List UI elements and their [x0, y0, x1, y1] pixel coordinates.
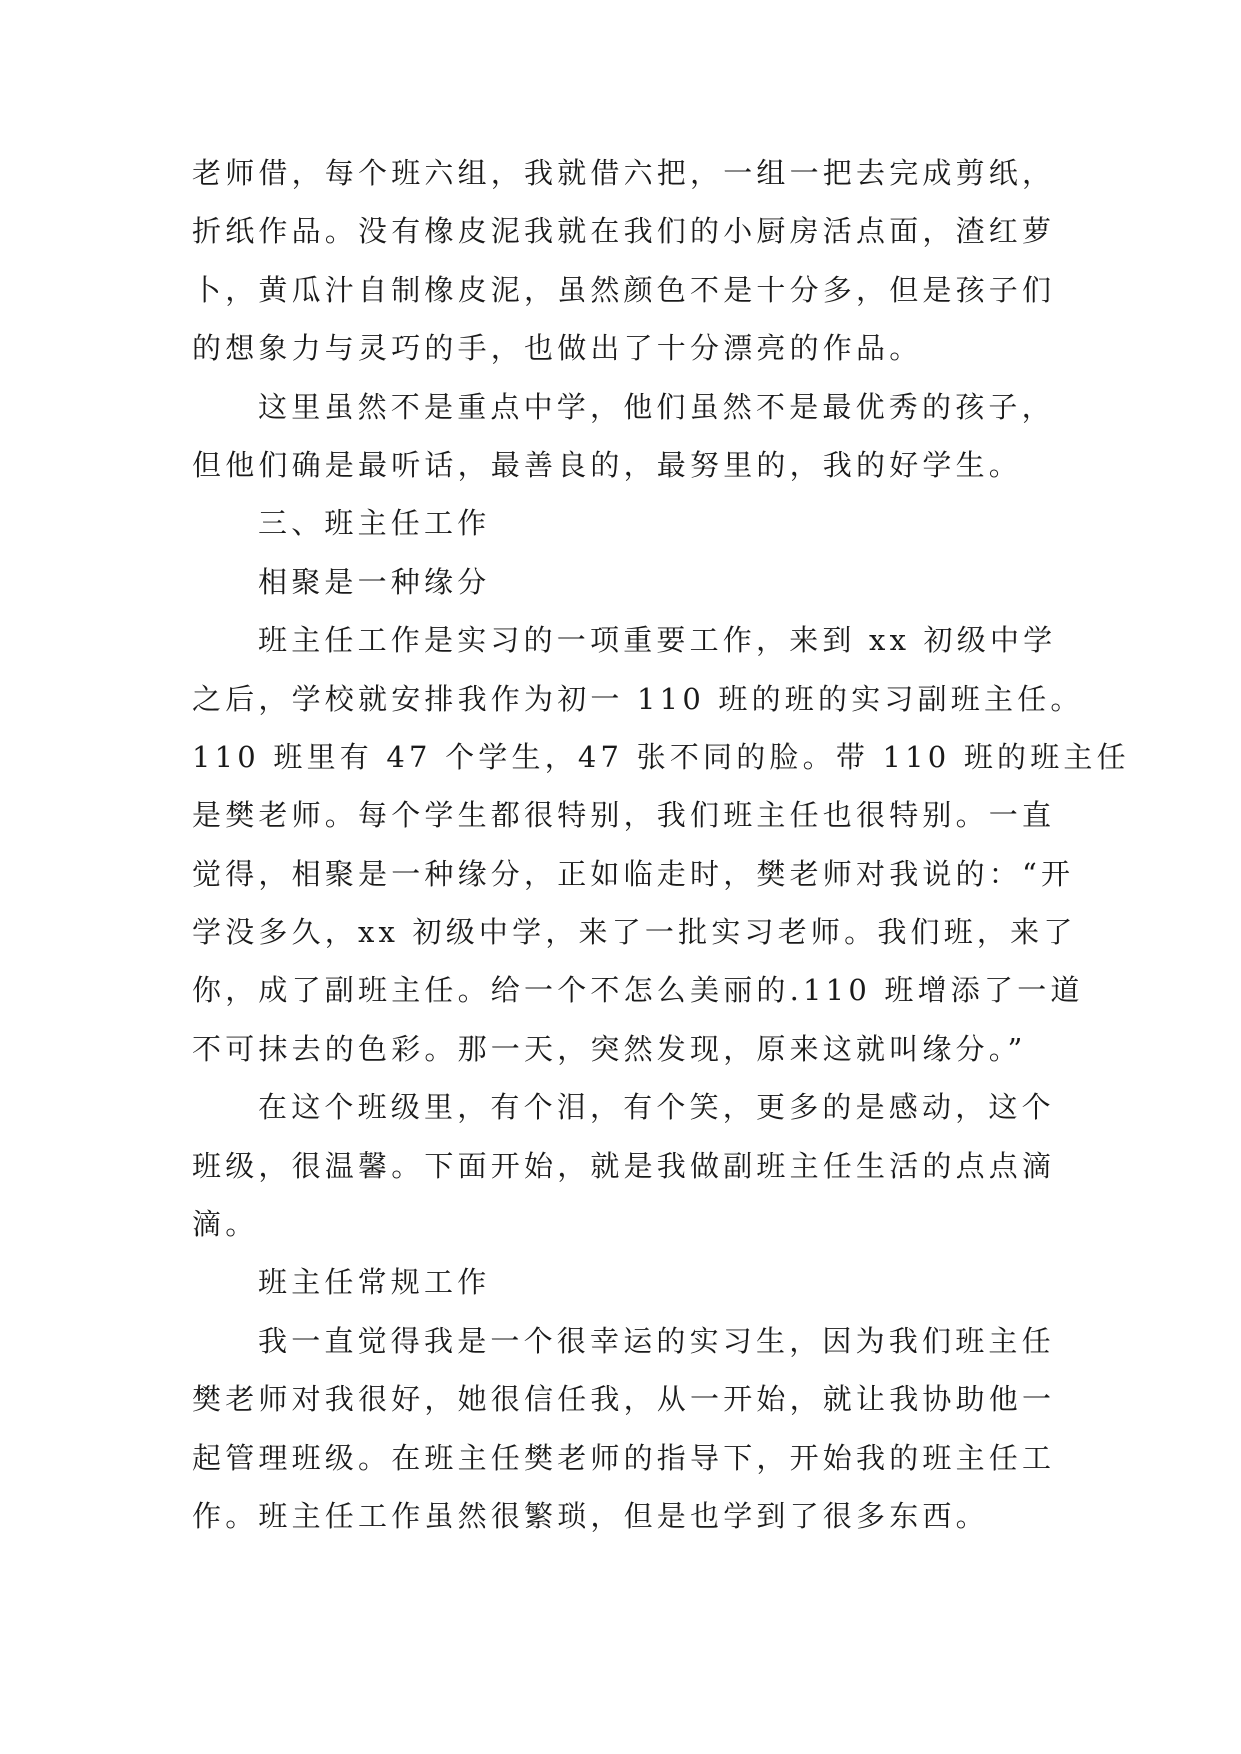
subsection-heading: 相聚是一种缘分 [258, 564, 491, 599]
text-line: 滴。 [192, 1207, 259, 1242]
text-line: 这里虽然不是重点中学，他们虽然不是最优秀的孩子， [258, 389, 1055, 424]
text-line: 110 班里有 47 个学生，47 张不同的脸。带 110 班的班主任 [192, 739, 1130, 774]
text-line: 我一直觉得我是一个很幸运的实习生，因为我们班主任 [258, 1323, 1055, 1358]
text-line: 班主任工作是实习的一项重要工作，来到 xx 初级中学 [258, 623, 1057, 658]
section-heading: 三、班主任工作 [258, 506, 491, 541]
text-line: 在这个班级里，有个泪，有个笑，更多的是感动，这个 [258, 1090, 1055, 1125]
text-line: 不可抹去的色彩。那一天，突然发现，原来这就叫缘分。” [192, 1031, 1027, 1066]
text-line: 作。班主任工作虽然很繁琐，但是也学到了很多东西。 [192, 1498, 989, 1533]
text-line: 卜，黄瓜汁自制橡皮泥，虽然颜色不是十分多，但是孩子们 [192, 272, 1056, 307]
text-line: 折纸作品。没有橡皮泥我就在我们的小厨房活点面，渣红萝 [192, 214, 1056, 249]
text-line: 的想象力与灵巧的手，也做出了十分漂亮的作品。 [192, 331, 923, 366]
text-line: 樊老师对我很好，她很信任我，从一开始，就让我协助他一 [192, 1382, 1056, 1417]
text-line: 但他们确是最听话，最善良的，最努里的，我的好学生。 [192, 447, 1023, 482]
text-line: 老师借，每个班六组，我就借六把，一组一把去完成剪纸， [192, 156, 1056, 190]
text-line: 班级，很温馨。下面开始，就是我做副班主任生活的点点滴 [192, 1148, 1056, 1183]
text-line: 学没多久，xx 初级中学，来了一批实习老师。我们班，来了 [192, 915, 1077, 950]
text-line: 是樊老师。每个学生都很特别，我们班主任也很特别。一直 [192, 798, 1056, 833]
text-line: 起管理班级。在班主任樊老师的指导下，开始我的班主任工 [192, 1440, 1056, 1475]
text-line: 觉得，相聚是一种缘分，正如临走时，樊老师对我说的：“开 [192, 856, 1075, 891]
text-line: 之后，学校就安排我作为初一 110 班的班的实习副班主任。 [192, 681, 1084, 716]
document-page [192, 144, 1130, 1545]
subsection-heading: 班主任常规工作 [258, 1265, 491, 1300]
text-line: 你，成了副班主任。给一个不怎么美丽的.110 班增添了一道 [192, 973, 1084, 1008]
